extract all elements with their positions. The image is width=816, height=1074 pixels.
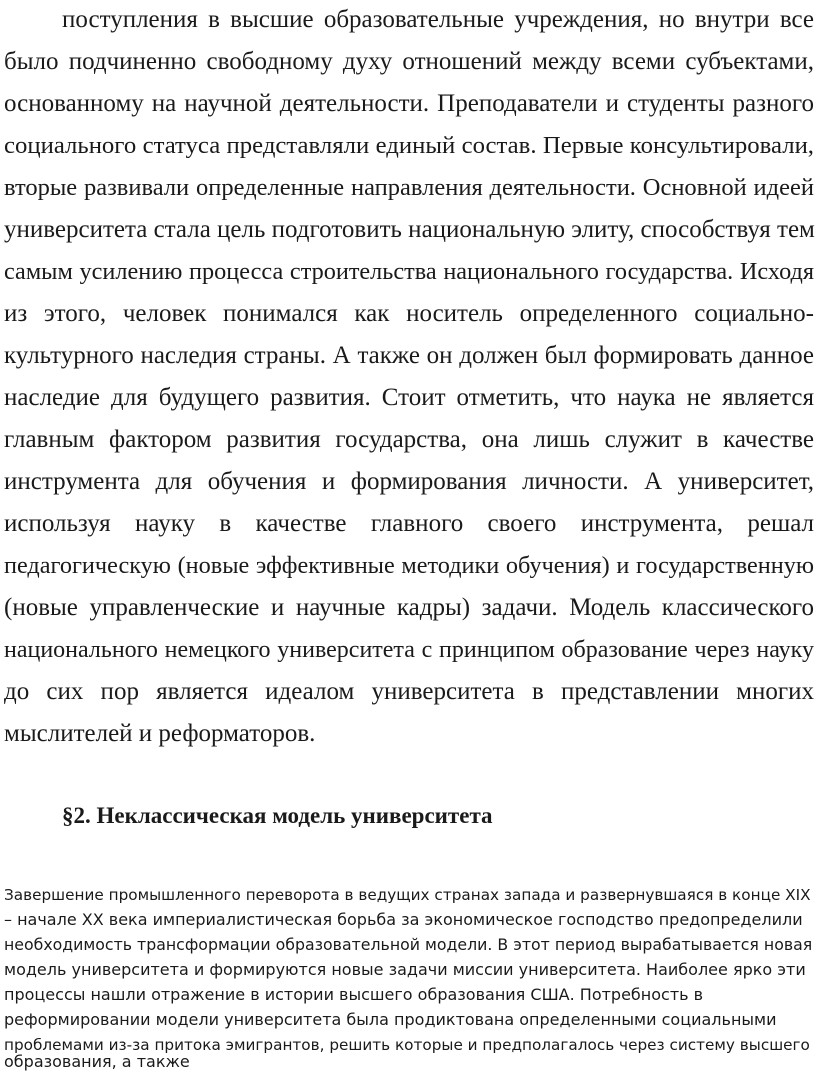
paragraph-line: инструмента для обучения и формирования личности. А университет, <box>4 468 814 495</box>
section-paragraph-line: модель университета и формируются новые задачи миссии университета. Наиболее ярко эти <box>4 960 806 979</box>
paragraph-line: было подчиненно свободному духу отношений между всеми субъектами, <box>4 48 814 75</box>
paragraph-line: национального немецкого университета с принципом образование через науку <box>4 637 814 663</box>
paragraph-line: поступления в высшие образовательные учреждения, но внутри все <box>62 6 814 33</box>
paragraph-line: наследие для будущего развития. Стоит отметить, что наука не является <box>4 384 814 411</box>
paragraph-line: социального статуса представляли единый состав. Первые консультировали, <box>4 132 814 159</box>
section-paragraph-line: – начале XX века империалистическая борьба за экономическое господство предопределили <box>4 910 803 929</box>
paragraph-line: самым усилению процесса строительства национального государства. Исходя <box>4 258 814 285</box>
paragraph-line: мыслителей и реформаторов. <box>4 720 316 747</box>
paragraph-line: университета стала цель подготовить национальную элиту, способствуя тем <box>4 216 815 243</box>
paragraph-line: используя науку в качестве главного своего инструмента, решал <box>4 510 814 537</box>
section-paragraph-line: реформировании модели университета была продиктована определенными социальными <box>4 1010 777 1029</box>
paragraph-line: главным фактором развития государства, она лишь служит в качестве <box>4 426 814 453</box>
section-paragraph-line: проблемами из-за притока эмигрантов, решить которые и предполагалось через систему высшего <box>4 1036 810 1054</box>
paragraph-line: культурного наследия страны. А также он должен был формировать данное <box>4 342 814 369</box>
paragraph-line: из этого, человек понимался как носитель определенного социально- <box>4 300 814 327</box>
section-paragraph-line: процессы нашли отражение в истории высшего образования США. Потребность в <box>4 985 704 1004</box>
section-paragraph-line: образования, а также <box>4 1052 190 1071</box>
paragraph-line: педагогическую (новые эффективные методики обучения) и государственную <box>4 552 814 579</box>
section-paragraph-line: необходимость трансформации образовательной модели. В этот период вырабатывается новая <box>4 935 813 954</box>
paragraph-line: (новые управленческие и научные кадры) задачи. Модель классического <box>4 594 814 621</box>
section-heading: §2. Неклассическая модель университета <box>62 803 493 828</box>
paragraph-line: основанному на научной деятельности. Преподаватели и студенты разного <box>4 90 814 117</box>
section-paragraph-line: Завершение промышленного переворота в ведущих странах запада и развернувшаяся в конце XIX <box>4 886 811 904</box>
paragraph-line: вторые развивали определенные направления деятельности. Основной идеей <box>4 174 814 201</box>
paragraph-line: до сих пор является идеалом университета в представлении многих <box>4 678 814 705</box>
